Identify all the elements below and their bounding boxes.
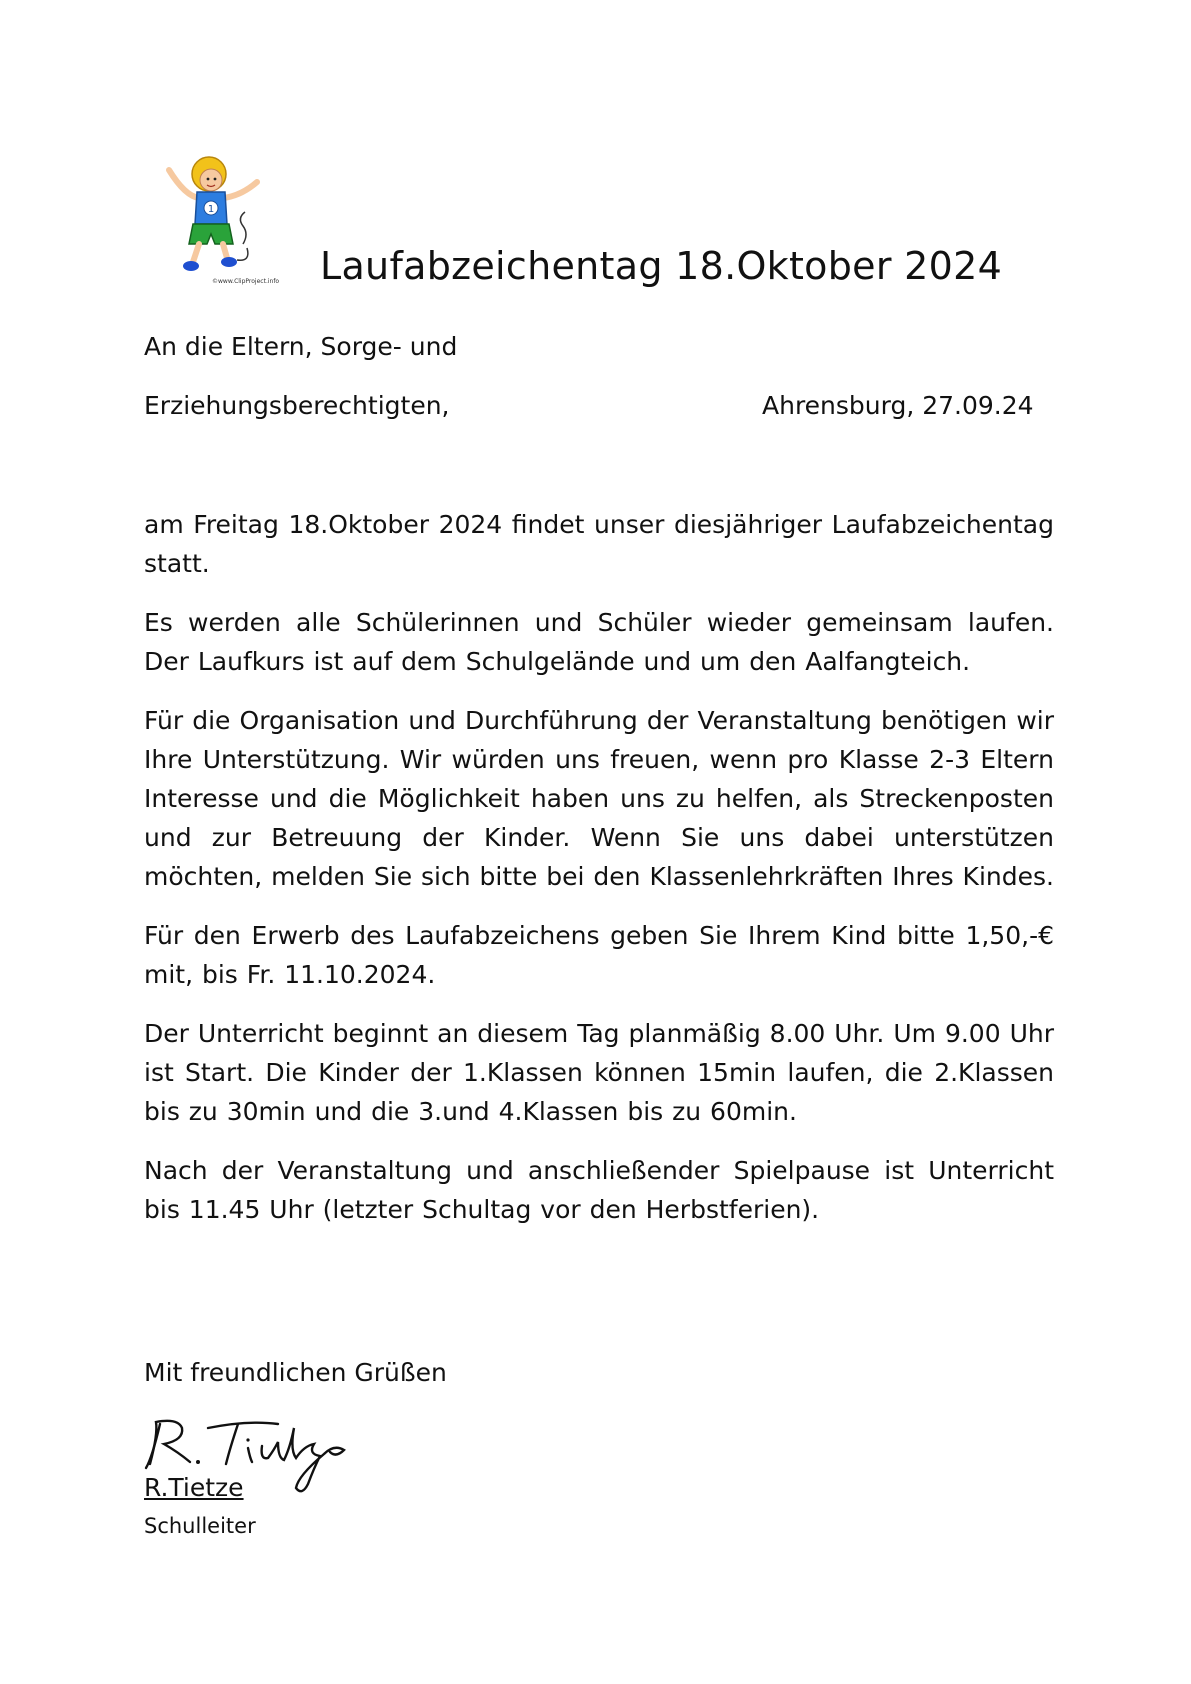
paragraph-2: Es werden alle Schülerinnen und Schüler wieder gemeinsam laufen. Der Laufkurs ist auf dem Schulgelände und um den Aalfangteich. (144, 608, 1054, 676)
signer-name: R.Tietze (144, 1473, 244, 1502)
paragraph-6: Nach der Veranstaltung und anschließender Spielpause ist Unterricht bis 11.45 Uhr (letzter Schultag vor den Herbstferien). (144, 1156, 1054, 1224)
logo-credit: ©www.ClipProject.info (212, 278, 280, 285)
place-date: Ahrensburg, 27.09.24 (762, 391, 1034, 420)
closing-greeting: Mit freundlichen Grüßen (144, 1358, 447, 1387)
paragraph-4: Für den Erwerb des Laufabzeichens geben Sie Ihrem Kind bitte 1,50,-€ mit, bis Fr. 11.10.2024. (144, 921, 1054, 989)
recipient-line-2: Erziehungsberechtigten, (144, 391, 450, 420)
page-title: Laufabzeichentag 18.Oktober 2024 (320, 244, 1003, 288)
paragraph-1: am Freitag 18.Oktober 2024 findet unser diesjähriger Laufabzeichentag statt. (144, 510, 1054, 578)
logo (157, 152, 280, 292)
signer-role: Schulleiter (144, 1514, 256, 1538)
paragraph-3: Für die Organisation und Durchführung der Veranstaltung benötigen wir Ihre Unterstützung. Wir würden uns freuen, wenn pro Klasse 2-3 Eltern Interesse und die Möglichkeit haben uns zu helfen, als Streckenposten und zur Betreuung der Kinder. Wenn Sie uns dabei unterstützen möchten, melden Sie sich bitte bei den Klassenlehrkräften Ihres Kindes. (144, 706, 1054, 891)
letter-body (144, 505, 1054, 1249)
running-child-icon (157, 152, 277, 280)
svg-text:1: 1 (207, 204, 215, 215)
recipient-line-1: An die Eltern, Sorge- und (144, 332, 458, 361)
paragraph-5: Der Unterricht beginnt an diesem Tag planmäßig 8.00 Uhr. Um 9.00 Uhr ist Start. Die Kinder der 1.Klassen können 15min laufen, die 2.Klassen bis zu 30min und die 3.und 4.Klassen bis zu 60min. (144, 1019, 1054, 1126)
